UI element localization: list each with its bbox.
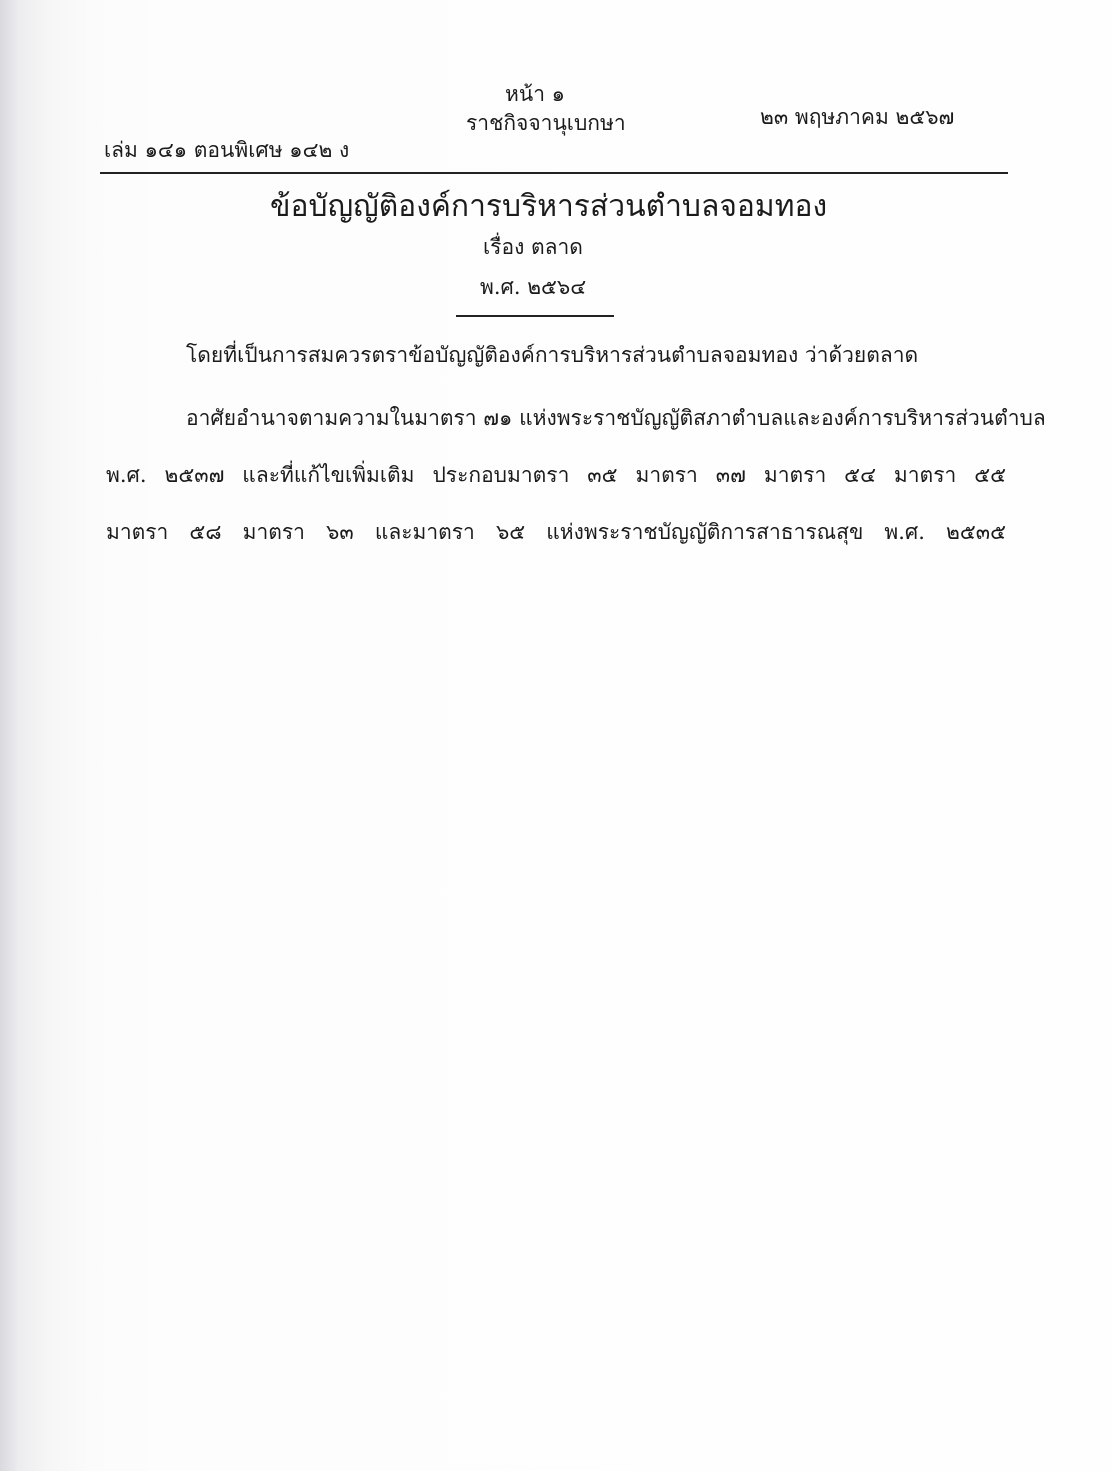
- title-underline: [456, 315, 614, 317]
- document-year: พ.ศ. ๒๕๖๔: [480, 275, 587, 299]
- document-subject: เรื่อง ตลาด: [483, 235, 583, 259]
- document-title: ข้อบัญญัติองค์การบริหารส่วนตำบลจอมทอง: [270, 189, 828, 224]
- gazette-name: ราชกิจจานุเบกษา: [466, 111, 626, 135]
- gazette-date: ๒๓ พฤษภาคม ๒๕๖๗: [760, 105, 955, 129]
- preamble-line: พ.ศ. ๒๕๓๗ และที่แก้ไขเพิ่มเติม ประกอบมาตรา ๓๕ มาตรา ๓๗ มาตรา ๕๔ มาตรา ๕๕: [106, 463, 1006, 487]
- preamble-line: อาศัยอำนาจตามความในมาตรา ๗๑ แห่งพระราชบัญญัติสภาตำบลและองค์การบริหารส่วนตำบล: [186, 406, 1046, 430]
- preamble-line: โดยที่เป็นการสมควรตราข้อบัญญัติองค์การบริหารส่วนตำบลจอมทอง ว่าด้วยตลาด: [186, 343, 919, 367]
- header-rule: [100, 172, 1008, 174]
- preamble-line: มาตรา ๕๘ มาตรา ๖๓ และมาตรา ๖๕ แห่งพระราชบัญญัติการสาธารณสุข พ.ศ. ๒๕๓๕: [106, 520, 1006, 544]
- page-number: หน้า ๑: [505, 82, 565, 106]
- gazette-volume: เล่ม ๑๔๑ ตอนพิเศษ ๑๔๒ ง: [104, 138, 350, 162]
